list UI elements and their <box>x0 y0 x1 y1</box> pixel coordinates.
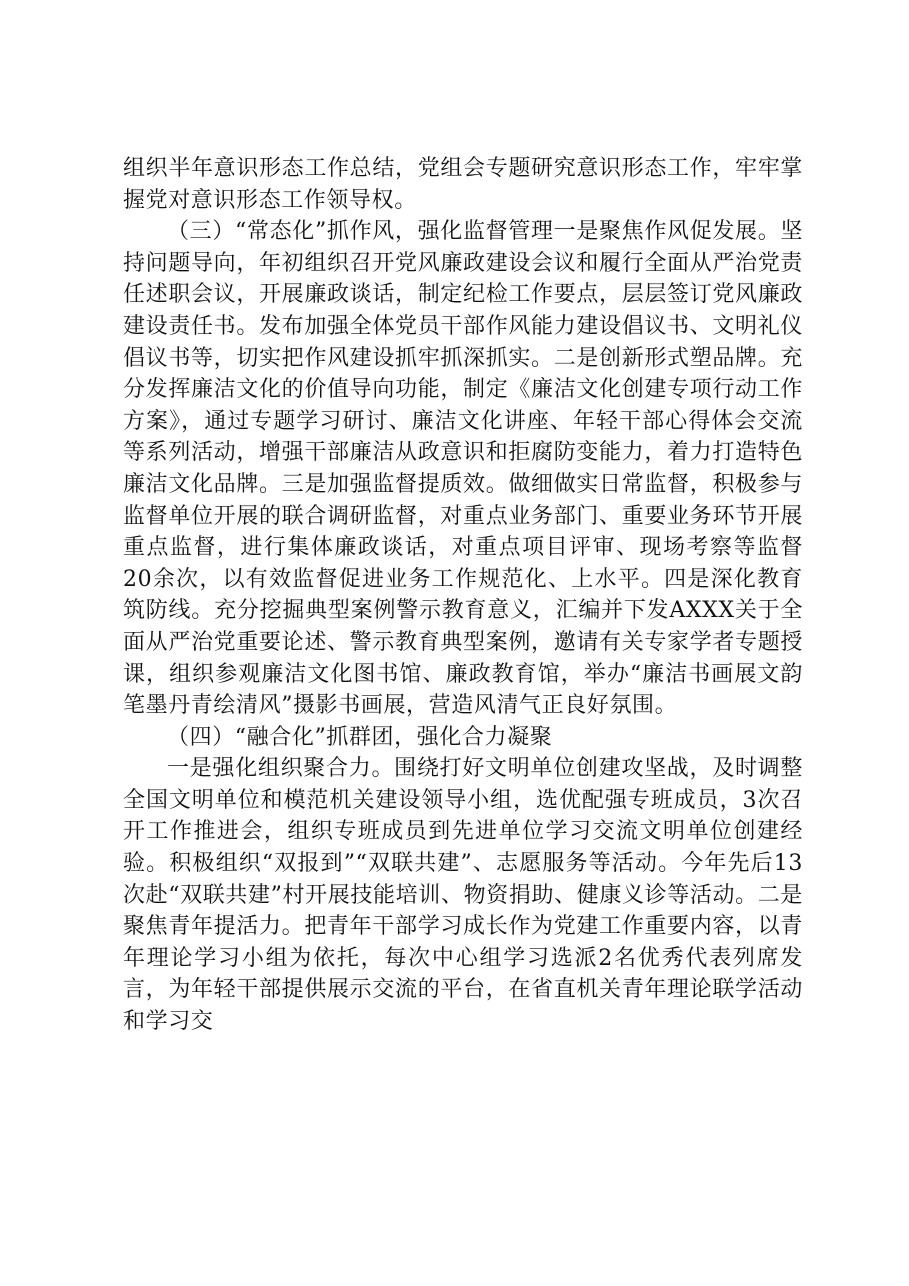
paragraph-section-four-body: 一是强化组织聚合力。围绕打好文明单位创建攻坚战，及时调整全国文明单位和模范机关建设领导小组，选优配强专班成员，3次召开工作推进会，组织专班成员到先进单位学习交流文明单位创建经验。积极组织“双报到”“双联共建”、志愿服务等活动。今年先后13次赴“双联共建”村开展技能培训、物资捐助、健康义诊等活动。二是聚焦青年提活力。把青年干部学习成长作为党建工作重要内容，以青年理论学习小组为依托，每次中心组学习选派2名优秀代表列席发言，为年轻干部提供展示交流的平台，在省直机关青年理论联学活动和学习交 <box>123 756 803 1035</box>
paragraph-section-three-work-style: （三）“常态化”抓作风，强化监督管理一是聚焦作风促发展。坚持问题导向，年初组织召开党风廉政建设会议和履行全面从严治党责任述职会议，开展廉政谈话，制定纪检工作要点，层层签订党风廉政建设责任书。发布加强全体党员干部作风能力建设倡议书、文明礼仪倡议书等，切实把作风建设抓牢抓深抓实。二是创新形式塑品牌。充分发挥廉洁文化的价值导向功能，制定《廉洁文化创建专项行动工作方案》，通过专题学习研讨、廉洁文化讲座、年轻干部心得体会交流等系列活动，增强干部廉洁从政意识和拒腐防变能力，着力打造特色廉洁文化品牌。三是加强监督提质效。做细做实日常监督，积极参与监督单位开展的联合调研监督，对重点业务部门、重要业务环节开展重点监督，进行集体廉政谈话，对重点项目评审、现场考察等监督20余次，以有效监督促进业务工作规范化、上水平。四是深化教育筑防线。充分挖掘典型案例警示教育意义，汇编并下发AXXX关于全面从严治党重要论述、警示教育典型案例，邀请有关专家学者专题授课，组织参观廉洁文化图书馆、廉政教育馆，举办“廉洁书画展文韵笔墨丹青绘清风”摄影书画展，营造风清气正良好氛围。 <box>123 219 803 719</box>
paragraph-ideology-summary: 组织半年意识形态工作总结，党组会专题研究意识形态工作，牢牢掌握党对意识形态工作领导权。 <box>123 156 803 213</box>
section-heading-four: （四）“融合化”抓群团，强化合力凝聚 <box>167 724 553 750</box>
document-body <box>123 153 803 1038</box>
